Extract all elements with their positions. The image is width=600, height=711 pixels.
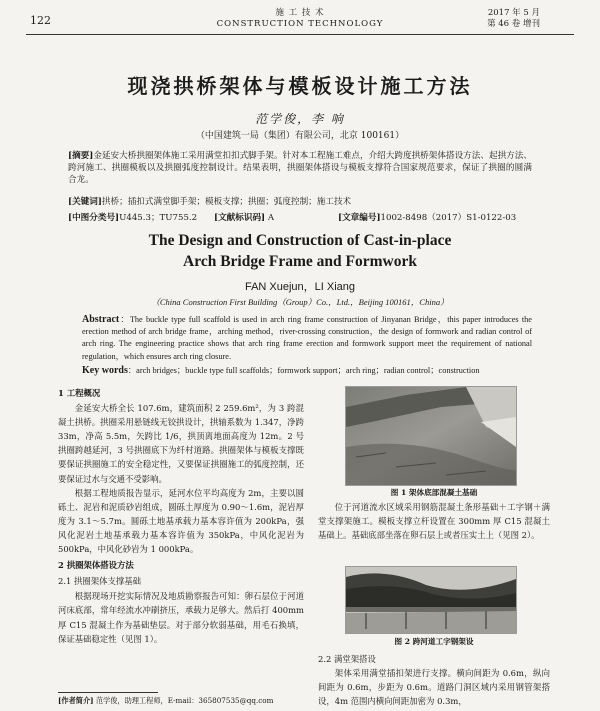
- abstract-cn: [68, 150, 532, 186]
- authors-en: FAN Xuejun，LI Xiang: [244, 281, 356, 293]
- river-steel-beam-image: [346, 567, 516, 633]
- figure-2-photo: [345, 566, 517, 634]
- affiliation-cn: （中国建筑一局（集团）有限公司，北京 100161）: [195, 131, 405, 141]
- section-2-title: 2 拱圈架体搭设方法: [58, 560, 134, 571]
- section-2-2-title: 2.2 满堂架搭设: [318, 654, 376, 664]
- figure-1-text: [318, 500, 550, 542]
- keywords-en-text: ：arch bridges；buckle type full scaffolds；formwork support；arch ring；radian control；construction: [127, 366, 480, 375]
- section-1-paragraph-2: 根据工程地质报告显示，延河水位平均高度为 2m，主要以圆砾土、泥岩和泥质砂岩组成，圆砾土厚度为 0.90～1.6m，泥岩厚度为 3.1～5.7m。圆砾土地基承载力基本容许值为 200kPa，强风化泥岩土地基承载力基本容许值为 350kPa，中风化泥岩为 500kPa，中风化砂岩为 1 000kPa。: [58, 487, 304, 555]
- footnote-label: [作者简介]: [58, 696, 94, 705]
- page-number: 122: [30, 14, 51, 27]
- footnote-rule: [58, 692, 158, 693]
- footnote-text: 范学俊，助理工程师，E-mail：365807535@qq.com: [95, 696, 274, 705]
- article-value: 1002-8498（2017）S1-0122-03: [380, 213, 517, 223]
- clc-label: [中图分类号]: [68, 213, 120, 223]
- journal-name-en: CONSTRUCTION TECHNOLOGY: [216, 19, 384, 29]
- abstract-cn-label: [摘要]: [68, 151, 94, 161]
- doc-label: [文献标识码]: [214, 213, 266, 223]
- title-en-line2: Arch Bridge Frame and Formwork: [183, 253, 417, 270]
- journal-name-cn: 施 工 技 术: [275, 8, 325, 18]
- clc-code: [68, 212, 197, 224]
- authors-cn: 范学俊，李 响: [255, 112, 345, 126]
- keywords-en-label: Key words: [82, 365, 128, 376]
- figure-1-caption: 图 1 架体底部混凝土基础: [390, 488, 478, 497]
- doc-code: [214, 212, 274, 224]
- article-label: [文章编号]: [338, 213, 381, 223]
- left-column: [58, 384, 304, 646]
- affiliation-en: （China Construction First Building（Group）Co.，Ltd.，Beijing 100161，China）: [151, 297, 449, 307]
- clc-value: U445.3；TU755.2: [119, 213, 198, 223]
- title-en-line1: The Design and Construction of Cast-in-place: [148, 232, 452, 249]
- issue-info: [487, 8, 540, 30]
- abstract-en: [82, 314, 532, 363]
- title-en: [0, 230, 600, 272]
- section-1-title: 1 工程概况: [58, 388, 101, 398]
- header-rule: [26, 34, 574, 35]
- abstract-en-label: Abstract: [82, 314, 120, 325]
- abstract-cn-text: 金延安大桥拱圈架体施工采用满堂扣扣式脚手架。针对本工程施工难点，介绍大跨度拱桥架体搭设方法、起拱方法、跨河施工、拱圈模板以及拱圈弧度控制设计。结果表明，拱圈架体搭设与模板支撑符合国家规范要求，保证了拱圈的圆满合龙。: [68, 151, 532, 185]
- right-paragraph-1: 位于河道流水区域采用钢筋混凝土条形基础＋工字钢＋满堂支撑架施工。模板支撑立杆设置在 300mm 厚 C15 混凝土基础上。基础底部坐落在卵石层上或者压实土上（见图 2）。: [318, 502, 550, 541]
- figure-2-caption: 图 2 跨河道工字钢架设: [394, 637, 474, 646]
- keywords-cn: [68, 196, 532, 208]
- section-1-paragraph-1: 金延安大桥全长 107.6m，建筑面积 2 259.6m²，为 3 跨混凝土拱桥。拱圈采用悬链线无铰拱设计，拱轴系数为 1.347，净跨 33m，净高 5.5m，矢跨比 1/6，拱顶离地面高度为 12m。2 号拱圈跨越延河，3 号拱圈底下为纤村道路。拱圈架体与模板支撑既要保证拱圈施工的安全稳定性，又要保证拱圈施工的弧度控制，还要保证过水与交通不受影响。: [58, 403, 304, 484]
- keywords-cn-label: [关键词]: [68, 197, 102, 207]
- author-footnote: [58, 696, 273, 706]
- section-2-2-paragraph: 架体采用满堂插扣架进行支撑。横向间距为 0.6m，纵向间距为 0.6m，步距为 0.6m。道路门洞区域内采用钢管架搭设，4m 范围内横向间距加密为 0.3m，: [318, 668, 550, 707]
- title-cn: 现浇拱桥架体与模板设计施工方法: [127, 74, 473, 98]
- abstract-en-text: ：The buckle type full scaffold is used in arch ring frame construction of Jinyanan Bridge，this paper introduces the erection method of arch bridge frame，arching method，river-crossing construction，the design of formwork and radian control of arch ring. The engineering practice shows that arch ring frame erection and formwork support meet the requirement of national regulation，which ensures arch ring closure.: [82, 315, 532, 361]
- issue-date: 2017 年 5 月: [487, 8, 540, 18]
- concrete-foundation-image: [346, 387, 516, 485]
- keywords-en: [82, 365, 532, 377]
- figure-1-photo: [345, 386, 517, 486]
- issue-volume: 第 46 卷 增刊: [487, 19, 540, 29]
- section-2-2: [318, 652, 550, 708]
- article-number: [338, 212, 516, 224]
- section-2-1-paragraph: 根据现场开挖实际情况及地质勘察报告可知：卵石层位于河道河床底部，常年经流水冲刷挤压，承载力足够大。然后打 400mm 厚 C15 混凝土作为基础垫层。对于部分软弱基础，用毛石换填，保证基础稳定性（见图 1）。: [58, 591, 304, 644]
- doc-value: A: [267, 213, 275, 223]
- section-2-1-title: 2.1 拱圈架体支撑基础: [58, 576, 141, 587]
- keywords-cn-text: 拱桥；插扣式满堂脚手架；模板支撑；拱圈；弧度控制；施工技术: [101, 197, 352, 207]
